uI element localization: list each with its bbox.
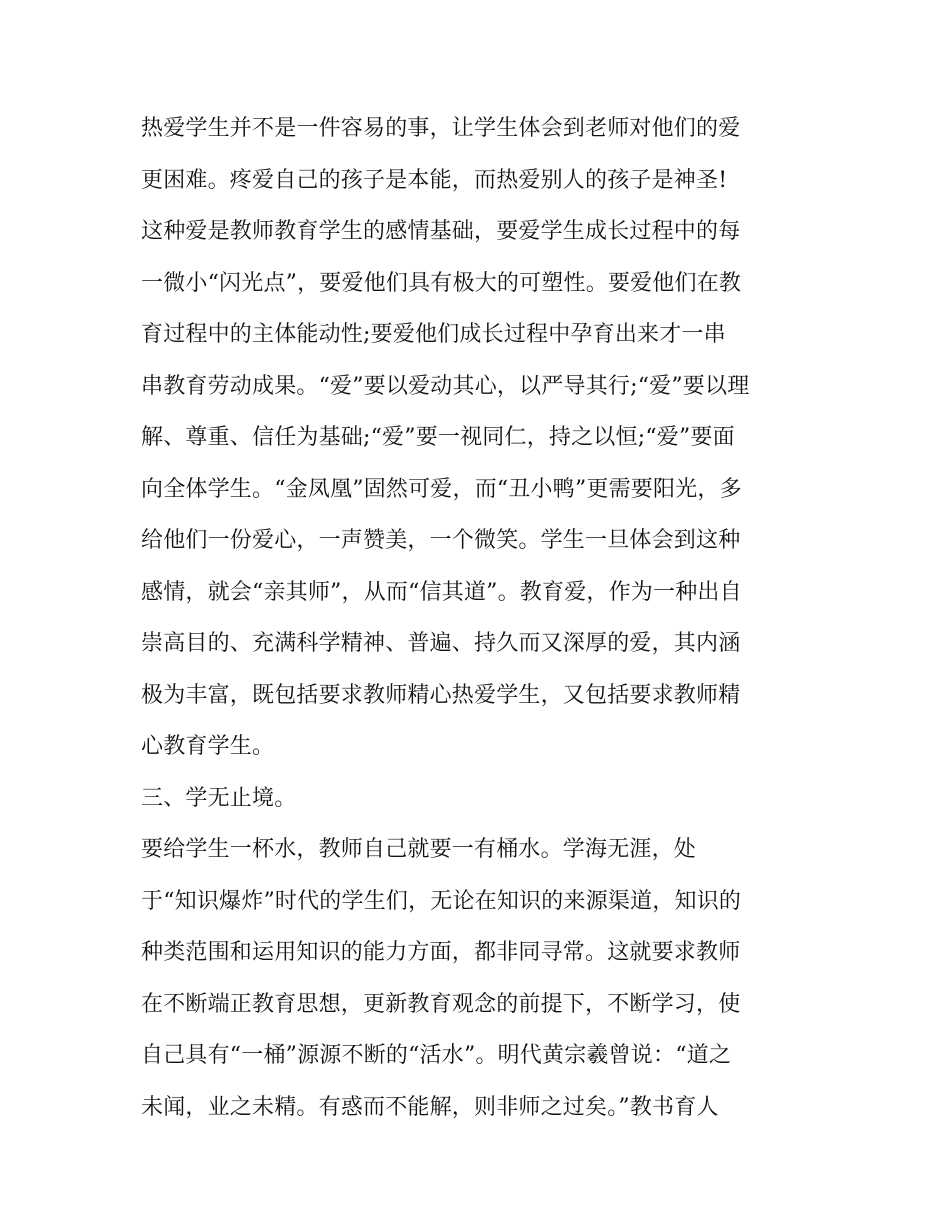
- text-line: 向全体学生。“金凤凰”固然可爱，而“丑小鸭”更需要阳光，多: [141, 476, 742, 502]
- text-line: 种类范围和运用知识的能力方面，都非同寻常。这就要求教师: [141, 940, 741, 965]
- text-line: 串教育劳动成果。“爱”要以爱动其心，以严导其行;“爱”要以理: [141, 373, 750, 399]
- text-line: 热爱学生并不是一件容易的事，让学生体会到老师对他们的爱: [141, 116, 741, 141]
- text-line: 解、尊重、信任为基础;“爱”要一视同仁，持之以恒;“爱”要面: [141, 425, 735, 450]
- text-line: 一微小“闪光点”，要爱他们具有极大的可塑性。要爱他们在教: [141, 270, 742, 296]
- text-line: 未闻，业之未精。有惑而不能解，则非师之过矣。”教书育人: [141, 1094, 719, 1120]
- text-line: 感情，就会“亲其师”，从而“信其道”。教育爱，作为一种出自: [141, 579, 742, 605]
- text-line: 这种爱是教师教育学生的感情基础，要爱学生成长过程中的每: [141, 219, 741, 244]
- text-line: 心教育学生。: [141, 734, 275, 759]
- text-line: 育过程中的主体能动性;要爱他们成长过程中孕育出来才一串: [141, 322, 726, 347]
- text-line: 在不断端正教育思想，更新教育观念的前提下，不断学习，使: [141, 991, 741, 1017]
- text-line: 极为丰富，既包括要求教师精心热爱学生，又包括要求教师精: [141, 682, 741, 708]
- text-line: 崇高目的、充满科学精神、普遍、持久而又深厚的爱，其内涵: [141, 631, 741, 656]
- text-line: 于“知识爆炸”时代的学生们，无论在知识的来源渠道，知识的: [141, 888, 742, 914]
- text-line: 自己具有“一桶”源源不断的“活水”。明代黄宗羲曾说：“道之: [141, 1043, 732, 1068]
- text-line: 给他们一份爱心，一声赞美，一个微笑。学生一旦体会到这种: [141, 528, 741, 553]
- text-line: 更困难。疼爱自己的孩子是本能，而热爱别人的孩子是神圣!: [141, 167, 728, 193]
- text-line: 要给学生一杯水，教师自己就要一有桶水。学海无涯，处: [141, 837, 697, 862]
- section-heading: 三、学无止境。: [141, 785, 297, 811]
- body-text: [141, 103, 821, 1133]
